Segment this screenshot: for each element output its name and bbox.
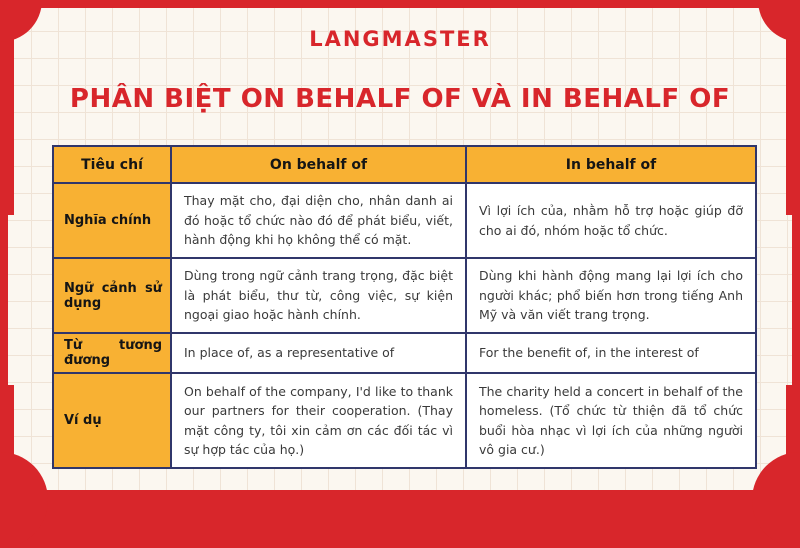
cell-on-behalf-of-equivalents: In place of, as a representative of — [171, 333, 466, 373]
row-label: Ví dụ — [53, 373, 171, 468]
column-header-criteria: Tiêu chí — [53, 146, 171, 183]
comparison-table — [52, 145, 757, 469]
page-title: PHÂN BIỆT ON BEHALF OF VÀ IN BEHALF OF — [69, 84, 731, 114]
brand-logo: LANGMASTER — [309, 27, 491, 51]
cell-in-behalf-of-meaning: Vì lợi ích của, nhằm hỗ trợ hoặc giúp đỡ cho ai đó, nhóm hoặc tổ chức. — [466, 183, 756, 258]
table-row-equivalents — [53, 333, 756, 373]
cell-on-behalf-of-context: Dùng trong ngữ cảnh trang trọng, đặc biệt là phát biểu, thư từ, công việc, sự kiện ngoại giao hoặc hành chính. — [171, 258, 466, 333]
table-row-context — [53, 258, 756, 333]
row-label: Từ tương đương — [53, 333, 171, 373]
table-header-row — [53, 146, 756, 183]
row-label: Ngữ cảnh sử dụng — [53, 258, 171, 333]
cell-in-behalf-of-context: Dùng khi hành động mang lại lợi ích cho người khác; phổ biến hơn trong tiếng Anh Mỹ và văn viết trang trọng. — [466, 258, 756, 333]
cell-on-behalf-of-meaning: Thay mặt cho, đại diện cho, nhân danh ai đó hoặc tổ chức nào đó để phát biểu, viết, hành động khi họ không thể có mặt. — [171, 183, 466, 258]
table-row-meaning — [53, 183, 756, 258]
cell-on-behalf-of-example: On behalf of the company, I'd like to thank our partners for their cooperation. (Thay mặt công ty, tôi xin cảm ơn các đối tác vì sự hợp tác của họ.) — [171, 373, 466, 468]
row-label: Nghĩa chính — [53, 183, 171, 258]
table-row-examples — [53, 373, 756, 468]
column-header-on-behalf-of: On behalf of — [171, 146, 466, 183]
column-header-in-behalf-of: In behalf of — [466, 146, 756, 183]
cell-in-behalf-of-equivalents: For the benefit of, in the interest of — [466, 333, 756, 373]
cell-in-behalf-of-example: The charity held a concert in behalf of the homeless. (Tổ chức từ thiện đã tổ chức buổi hòa nhạc vì lợi ích của những người vô gia cư.) — [466, 373, 756, 468]
